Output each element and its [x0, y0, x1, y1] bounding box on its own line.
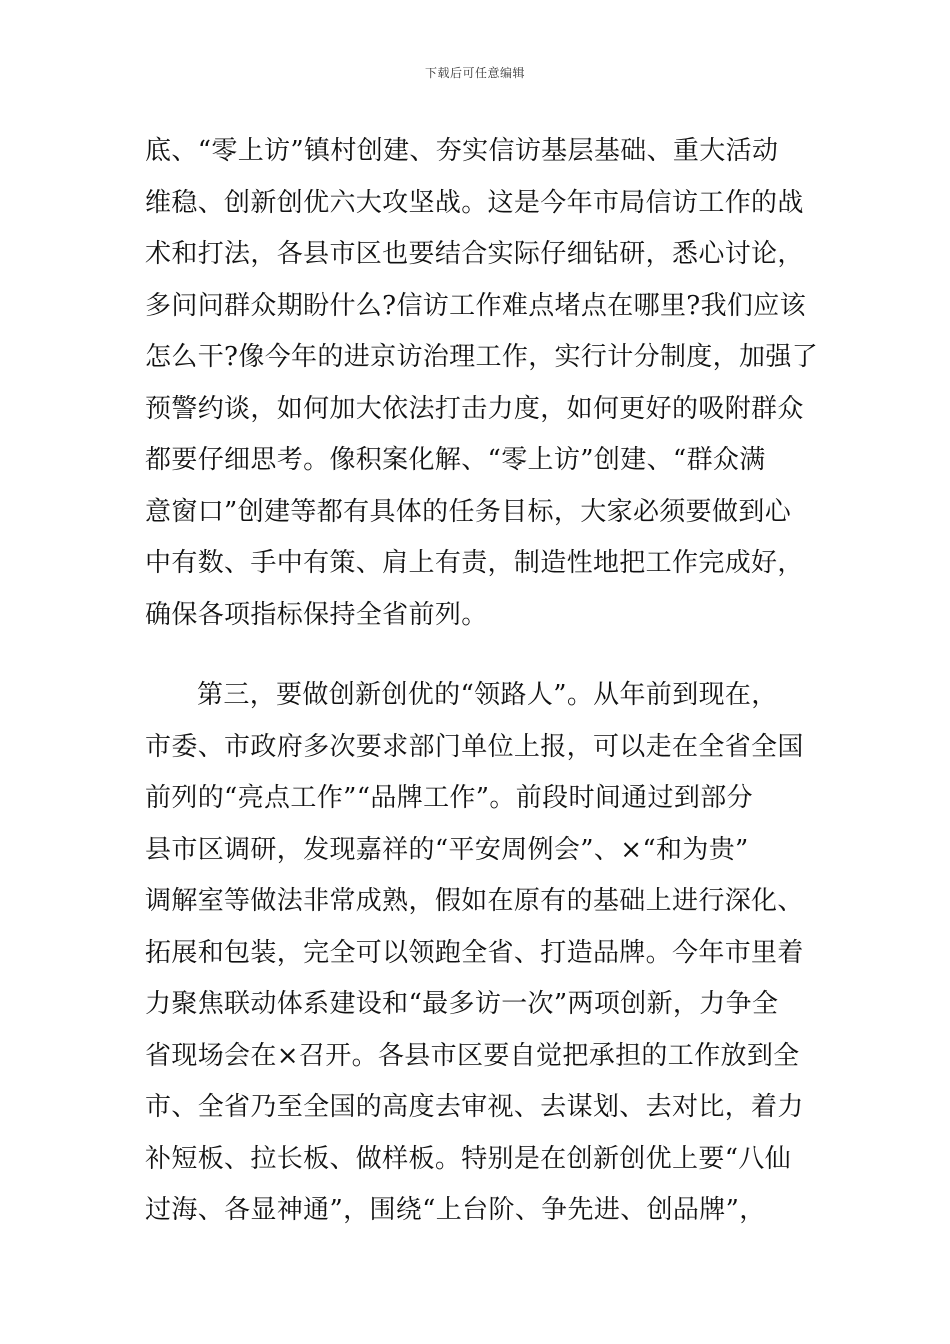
text-line: 前列的“亮点工作”“品牌工作”。前段时间通过到部分: [145, 783, 753, 813]
text-line: 县市区调研，发现嘉祥的“平安周例会”、×“和为贵”: [145, 834, 749, 865]
text-line: 多问问群众期盼什么?信访工作难点堵点在哪里?我们应该: [145, 290, 806, 321]
paragraph-1: [145, 126, 819, 641]
text-line-first: 第三，要做创新创优的“领路人”。从年前到现在，: [197, 680, 778, 710]
text-line: 市、全省乃至全国的高度去审视、去谋划、去对比，着力: [145, 1092, 804, 1122]
page-header-note: 下载后可任意编辑: [424, 66, 525, 80]
paragraph-2: [145, 670, 810, 1237]
text-line: 怎么干?像今年的进京访治理工作，实行计分制度，加强了: [145, 342, 819, 372]
text-line: 术和打法，各县市区也要结合实际仔细钻研，悉心讨论，: [145, 239, 804, 269]
text-line: 省现场会在×召开。各县市区要自觉把承担的工作放到全: [145, 1040, 800, 1071]
text-line: 补短板、拉长板、做样板。特别是在创新创优上要“八仙: [145, 1143, 792, 1174]
text-line: 维稳、创新创优六大攻坚战。这是今年市局信访工作的战: [145, 187, 804, 218]
text-line: 过海、各显神通”，围绕“上台阶、争先进、创品牌”，: [145, 1195, 766, 1225]
text-line: 市委、市政府多次要求部门单位上报，可以走在全省全国: [145, 731, 804, 762]
text-line: 拓展和包装，完全可以领跑全省、打造品牌。今年市里着: [145, 937, 804, 968]
text-line: 力聚焦联动体系建设和“最多访一次”两项创新，力争全: [145, 989, 779, 1019]
text-line: 调解室等做法非常成熟，假如在原有的基础上进行深化、: [145, 886, 804, 916]
text-line: 预警约谈，如何加大依法打击力度，如何更好的吸附群众: [145, 393, 804, 424]
text-line: 底、“零上访”镇村创建、夯实信访基层基础、重大活动: [145, 136, 779, 166]
text-line: 中有数、手中有策、肩上有责，制造性地把工作完成好，: [145, 548, 804, 578]
text-line: 确保各项指标保持全省前列。: [145, 599, 488, 630]
text-line: 意窗口”创建等都有具体的任务目标，大家必须要做到心: [145, 496, 792, 527]
text-line: 都要仔细思考。像积案化解、“零上访”创建、“群众满: [145, 445, 766, 475]
